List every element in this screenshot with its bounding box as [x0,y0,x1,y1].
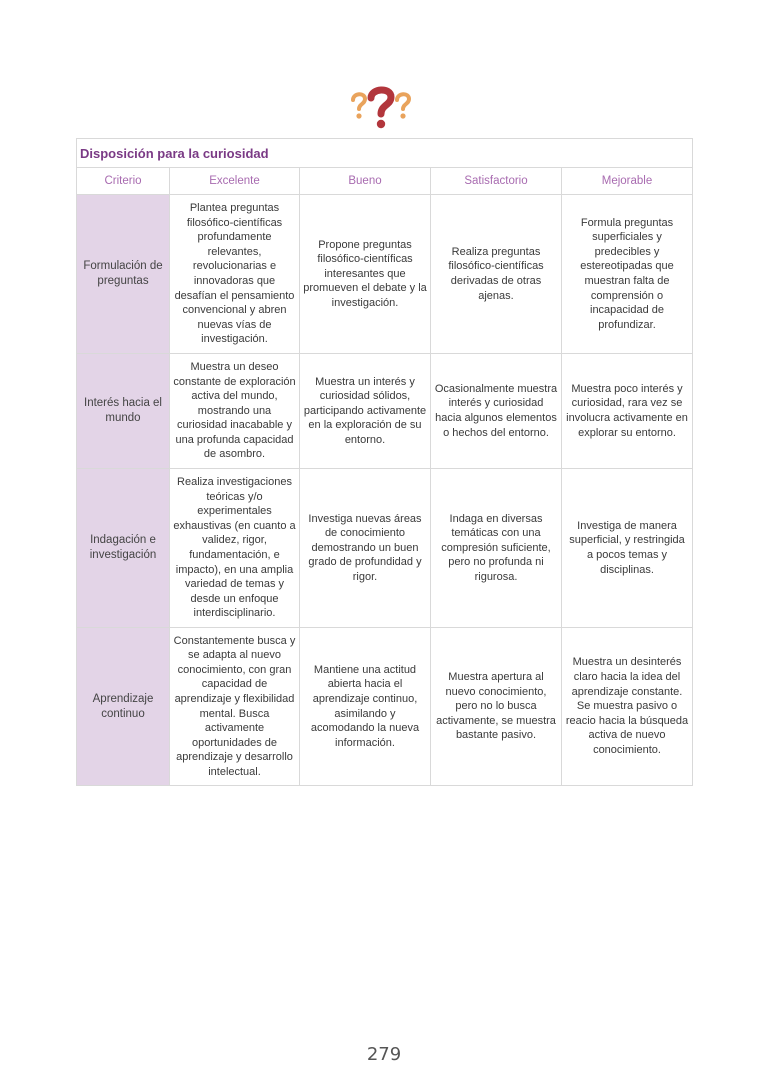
criterion-cell: Indagación e investigación [77,469,170,628]
table-row [77,354,693,469]
cell-mejorable: Muestra poco interés y curiosidad, rara vez se involucra activamente en explorar su entorno. [562,354,693,469]
cell-satisfactorio: Ocasionalmente muestra interés y curiosidad hacia algunos elementos o hechos del entorno. [431,354,562,469]
table-row [77,469,693,628]
header-mejorable: Mejorable [562,168,693,195]
cell-satisfactorio: Realiza preguntas filosófico-científicas derivadas de otras ajenas. [431,195,562,354]
cell-bueno: Investiga nuevas áreas de conocimiento demostrando un buen grado de profundidad y rigor. [300,469,431,628]
cell-satisfactorio: Muestra apertura al nuevo conocimiento, pero no lo busca activamente, se muestra bastante pasivo. [431,628,562,786]
table-header-row [77,168,693,195]
cell-excelente: Muestra un deseo constante de exploración activa del mundo, mostrando una curiosidad inacabable y una profunda capacidad de asombro. [170,354,300,469]
rubric-table [76,138,693,786]
cell-excelente: Constantemente busca y se adapta al nuevo conocimiento, con gran capacidad de aprendizaje y flexibilidad mental. Busca activamente oportunidades de aprendizaje y desarrollo intelectual. [170,628,300,786]
cell-excelente: Plantea preguntas filosófico-científicas profundamente relevantes, revolucionarias e innovadoras que desafían el pensamiento convencional y abren nuevas vías de investigación. [170,195,300,354]
header-excelente: Excelente [170,168,300,195]
cell-bueno: Mantiene una actitud abierta hacia el aprendizaje continuo, asimilando y acomodando la nueva información. [300,628,431,786]
table-row [77,195,693,354]
criterion-cell: Formulación de preguntas [77,195,170,354]
header-satisfactorio: Satisfactorio [431,168,562,195]
table-title-row [77,139,693,168]
cell-bueno: Propone preguntas filosófico-científicas interesantes que promueven el debate y la investigación. [300,195,431,354]
table-title: Disposición para la curiosidad [77,139,693,168]
cell-satisfactorio: Indaga en diversas temáticas con una compresión suficiente, pero no profunda ni rigurosa. [431,469,562,628]
cell-mejorable: Investiga de manera superficial, y restringida a pocos temas y disciplinas. [562,469,693,628]
criterion-cell: Aprendizaje continuo [77,628,170,786]
cell-mejorable: Formula preguntas superficiales y predecibles y estereotipadas que muestran falta de comprensión o incapacidad de profundizar. [562,195,693,354]
question-marks-icon [348,86,420,130]
header-bueno: Bueno [300,168,431,195]
page-number: 279 [366,1044,402,1065]
criterion-cell: Interés hacia el mundo [77,354,170,469]
cell-bueno: Muestra un interés y curiosidad sólidos, participando activamente en la exploración de su entorno. [300,354,431,469]
header-criterio: Criterio [77,168,170,195]
table-row [77,628,693,786]
cell-excelente: Realiza investigaciones teóricas y/o experimentales exhaustivas (en cuanto a validez, rigor, fundamentación, e impacto), en una amplia variedad de temas y desde un enfoque interdisciplinario. [170,469,300,628]
cell-mejorable: Muestra un desinterés claro hacia la idea del aprendizaje constante. Se muestra pasivo o reacio hacia la búsqueda activa de nuevo conocimiento. [562,628,693,786]
